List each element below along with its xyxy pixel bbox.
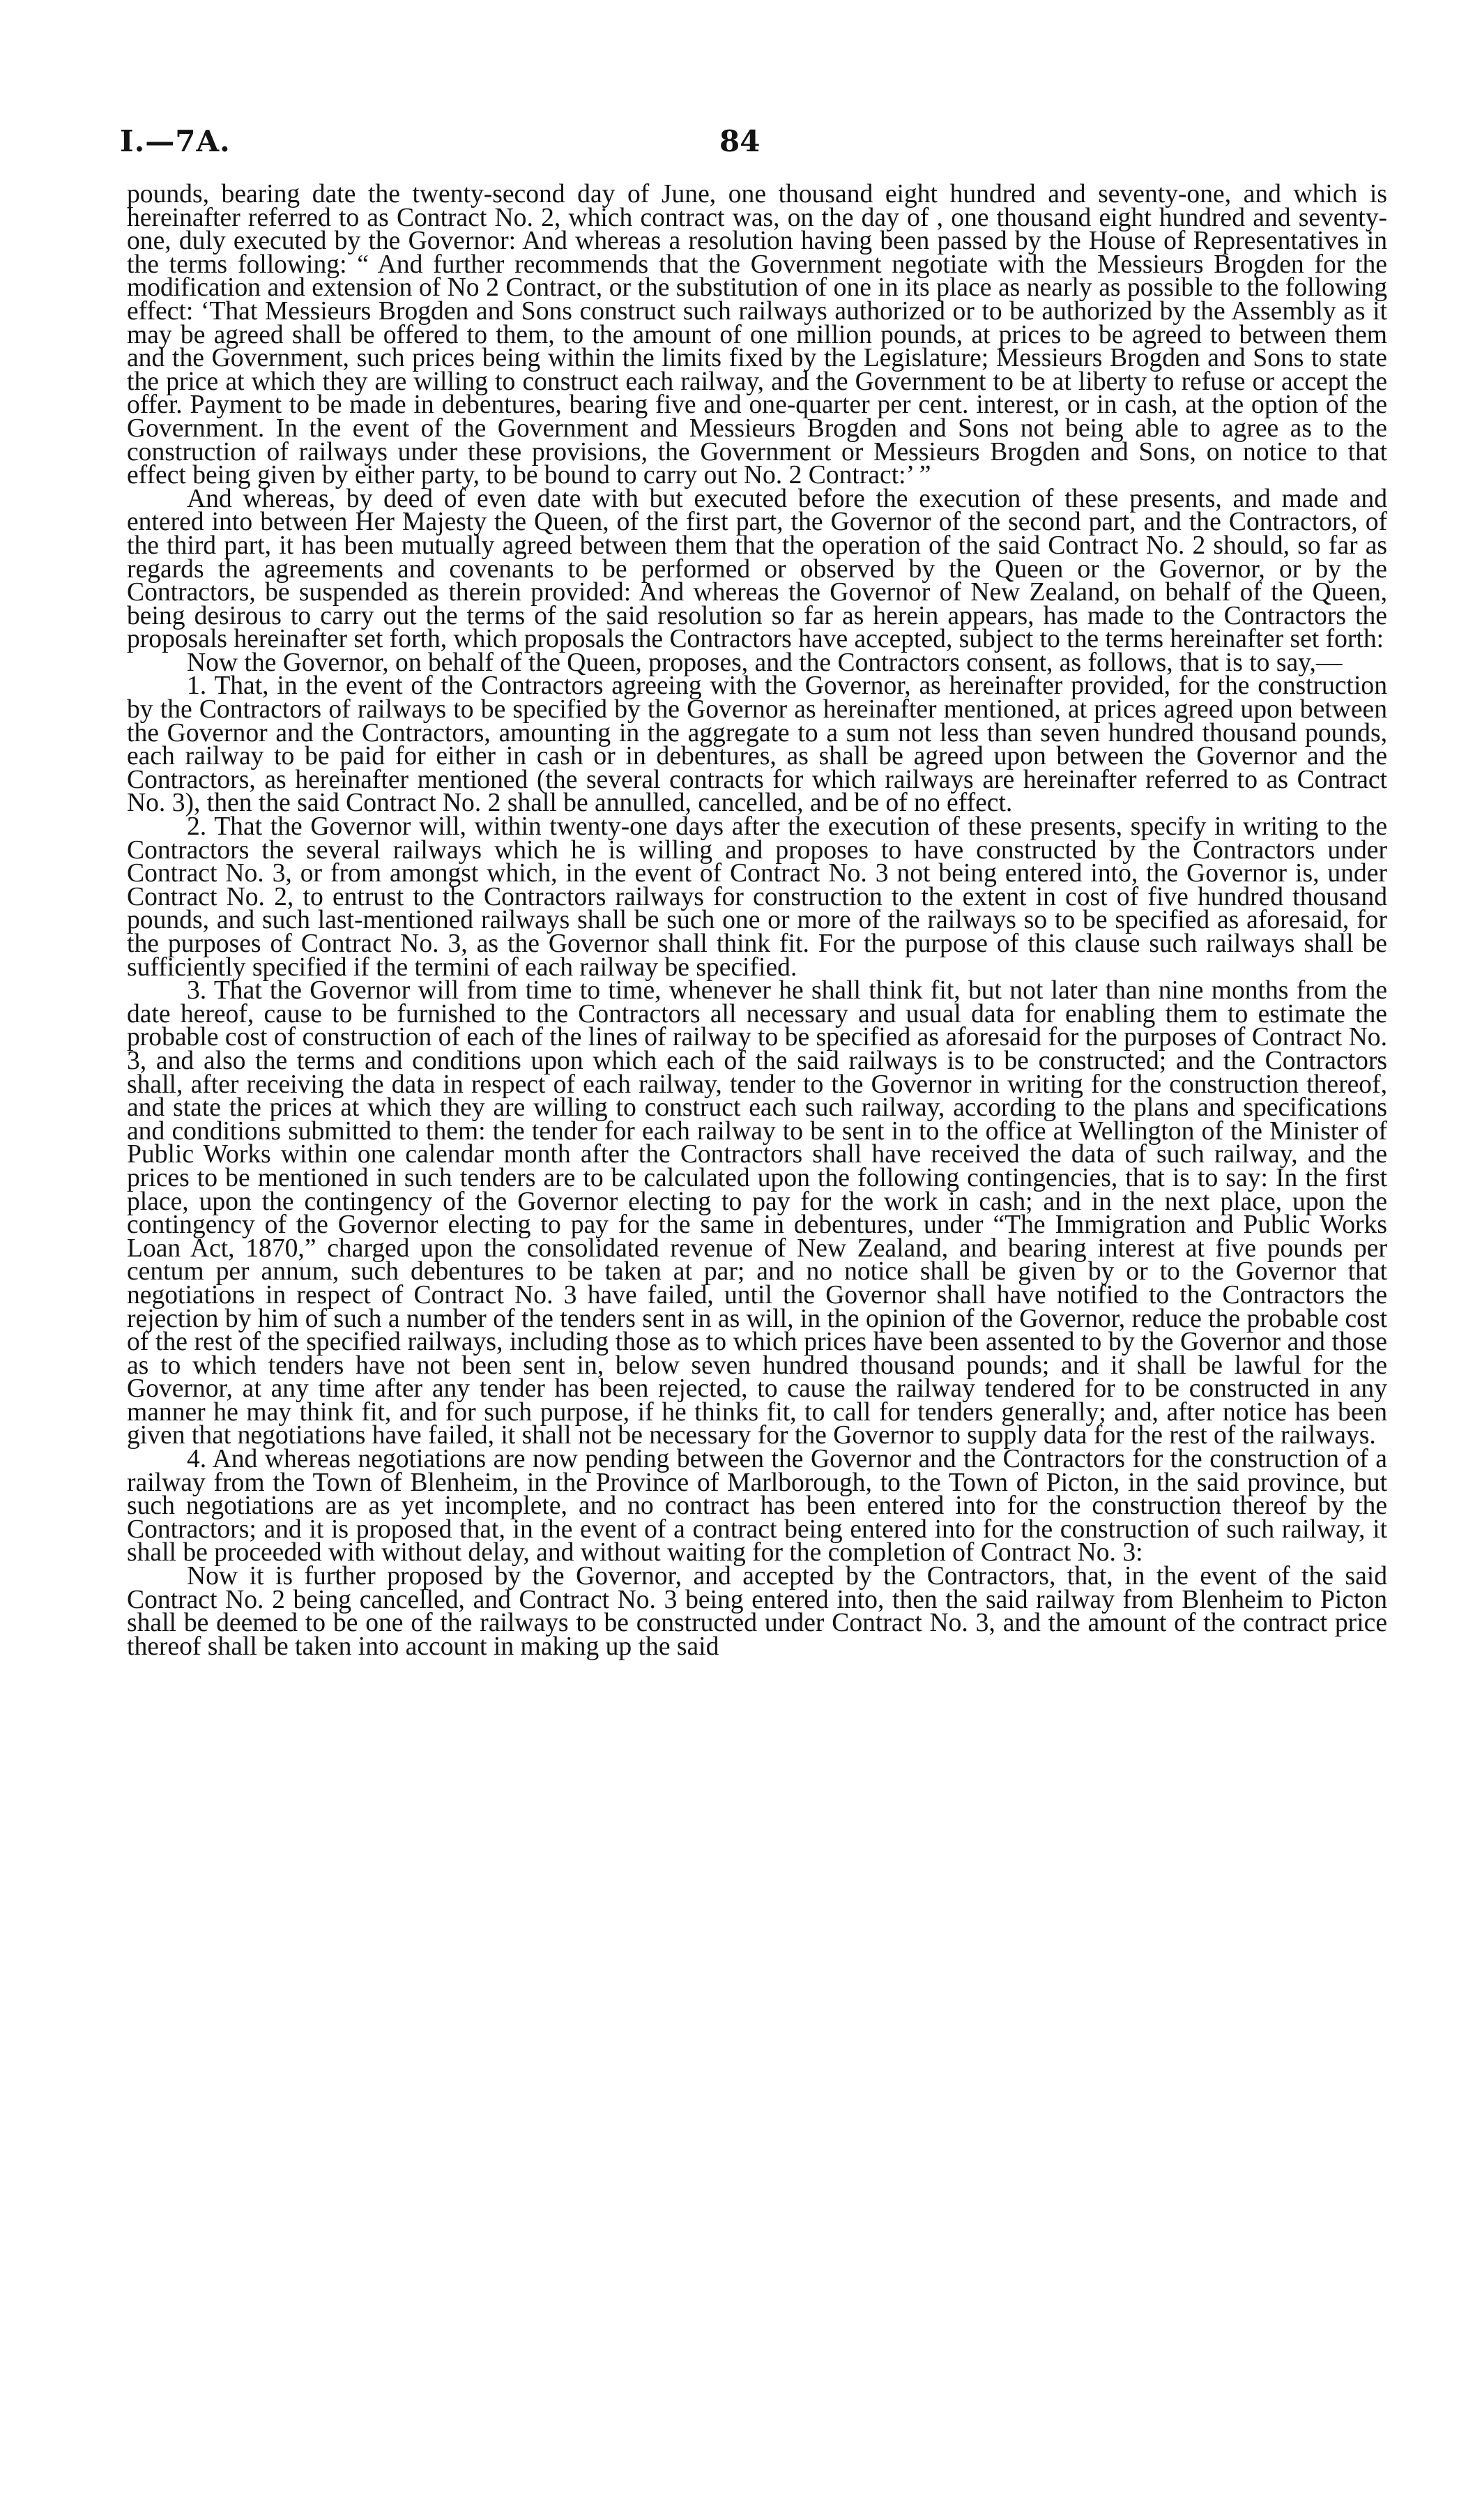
document-id: I.—7A. bbox=[120, 124, 231, 158]
clause-4: 4. And whereas negotiations are now pending between the Governor and the Contractors for the construction of a railway from the Town of Blenheim, in the Province of Marlborough, to the Town of Picton, in the said province, but such negotiations are as yet incomplete, and no contract has been entered into for the construction thereof by the Contractors; and it is proposed that, in the event of a contract being entered into for the construction of such railway, it shall be proceeded with without delay, and without waiting for the completion of Contract No. 3: bbox=[127, 1445, 1387, 1568]
paragraph-governor-proposes: Now the Governor, on behalf of the Queen, proposes, and the Contractors consent, as follows, that is to say,— bbox=[187, 648, 1343, 677]
clause-3: 3. That the Governor will from time to time, whenever he shall think fit, but not later than nine months from the date hereof, cause to be furnished to the Contractors all necessary and usual data for enabling them to estimate the probable cost of construction of each of the lines of railway to be specified as aforesaid for the purposes of Contract No. 3, and also the terms and conditions upon which each of the said railways is to be constructed; and the Contractors shall, after receiving the data in respect of each railway, tender to the Governor in writing for the construction thereof, and state the prices at which they are willing to construct each such railway, according to the plans and specifications and conditions submitted to them: the tender for each railway to be sent in to the office at Wellington of the Minister of Public Works within one calendar month after the Contractors shall have received the data of such railway, and the prices to be mentioned in such tenders are to be calculated upon the following contingencies, that is to say: In the first place, upon the contingency of the Governor electing to pay for the work in cash; and in the next place, upon the contingency of the Governor electing to pay for the same in debentures, under “The Immigration and Public Works Loan Act, 1870,” charged upon the consolidated revenue of New Zealand, and bearing interest at five pounds per centum per annum, such debentures to be taken at par; and no notice shall be given by or to the Governor that negotiations in respect of Contract No. 3 have failed, until the Governor shall have notified to the Contractors the rejection by him of such a number of the tenders sent in as will, in the opinion of the Governor, reduce the probable cost of the rest of the specified railways, including those as to which prices have been assented to by the Governor and those as to which tenders have not been sent in, below seven hundred thousand pounds; and it shall be lawful for the Governor, at any time after any tender has been rejected, to cause the railway tendered for to be constructed in any manner he may think fit, and for such purpose, if he thinks fit, to call for tenders generally; and, after notice has been given that negotiations have failed, it shall not be necessary for the Governor to supply data for the rest of the railways. bbox=[127, 976, 1387, 1450]
clause-2: 2. That the Governor will, within twenty-one days after the execution of these presents, specify in writing to the Contractors the several railways which he is willing and proposes to have constructed by the Contractors under Contract No. 3, or from amongst which, in the event of Contract No. 3 not being entered into, the Governor is, under Contract No. 2, to entrust to the Contractors railways for construction to the extent in cost of five hundred thousand pounds, and such last-mentioned railways shall be such one or more of the railways so to be specified as aforesaid, for the purposes of Contract No. 3, as the Governor shall think fit. For the purpose of this clause such railways shall be sufficiently specified if the termini of each railway be specified. bbox=[127, 812, 1387, 982]
paragraph-further-proposed: Now it is further proposed by the Governor, and accepted by the Contractors, that, in the event of the said Contract No. 2 being cancelled, and Contract No. 3 being entered into, then the said railway from Blenheim to Picton shall be deemed to be one of the railways to be constructed under Contract No. 3, and the amount of the contract price thereof shall be taken into account in making up the said bbox=[127, 1562, 1387, 1661]
body-text bbox=[127, 180, 1387, 1661]
paragraph-contract-preamble: pounds, bearing date the twenty-second day of June, one thousand eight hundred and seventy-one, and which is hereinafter referred to as Contract No. 2, which contract was, on the day of , one thousand eight hundred and seventy-one, duly executed by the Governor: And whereas a resolution having been passed by the House of Representatives in the terms following: “ And further recommends that the Government negotiate with the Messieurs Brogden for the modification and extension of No 2 Contract, or the substitution of one in its place as nearly as possible to the following effect: ‘That Messieurs Brogden and Sons construct such railways authorized or to be authorized by the Assembly as it may be agreed shall be offered to them, to the amount of one million pounds, at prices to be agreed to between them and the Government, such prices being within the limits fixed by the Legislature; Messieurs Brogden and Sons to state the price at which they are willing to construct each railway, and the Government to be at liberty to refuse or accept the offer. Payment to be made in debentures, bearing five and one-quarter per cent. interest, or in cash, at the option of the Government. In the event of the Government and Messieurs Brogden and Sons not being able to agree as to the construction of railways under these provisions, the Government or Messieurs Brogden and Sons, on notice to that effect being given by either party, to be bound to carry out No. 2 Contract:’ ” bbox=[127, 180, 1387, 490]
paragraph-whereas-deed: And whereas, by deed of even date with but executed before the execution of these presents, and made and entered into between Her Majesty the Queen, of the first part, the Governor of the second part, and the Contractors, of the third part, it has been mutually agreed between them that the operation of the said Contract No. 2 should, so far as regards the agreements and covenants to be performed or observed by the Queen or the Governor, or by the Contractors, be suspended as therein provided: And whereas the Governor of New Zealand, on behalf of the Queen, being desirous to carry out the terms of the said resolution so far as herein appears, has made to the Contractors the proposals hereinafter set forth, which proposals the Contractors have accepted, subject to the terms hereinafter set forth: bbox=[127, 484, 1387, 654]
clause-1: 1. That, in the event of the Contractors agreeing with the Governor, as hereinafter provided, for the construction by the Contractors of railways to be specified by the Governor as hereinafter mentioned, at prices agreed upon between the Governor and the Contractors, amounting in the aggregate to a sum not less than seven hundred thousand pounds, each railway to be paid for either in cash or in debentures, as shall be agreed upon between the Governor and the Contractors, as hereinafter mentioned (the several contracts for which railways are hereinafter referred to as Contract No. 3), then the said Contract No. 2 shall be annulled, cancelled, and be of no effect. bbox=[127, 671, 1387, 818]
page-header bbox=[120, 124, 1389, 166]
page-number: 84 bbox=[719, 124, 761, 158]
